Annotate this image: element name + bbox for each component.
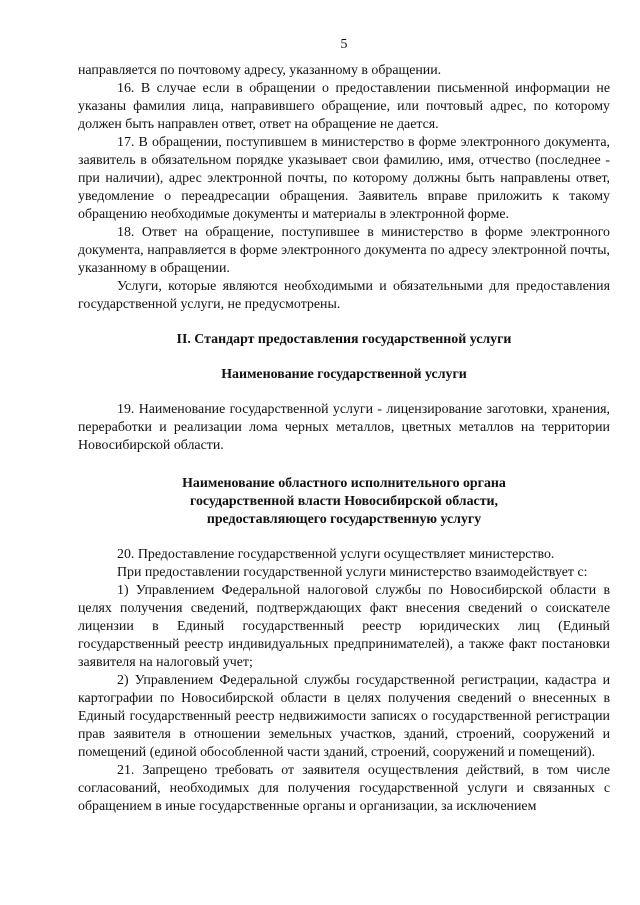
spacer (78, 349, 610, 366)
paragraph: направляется по почтовому адресу, указанному в обращении. (78, 63, 442, 78)
document-page (78, 36, 610, 816)
heading-line: предоставляющего государственную услугу (206, 512, 482, 527)
page-number: 5 (340, 37, 348, 52)
document-body (78, 62, 610, 816)
paragraph: 1) Управлением Федеральной налоговой службы по Новосибирской области в целях получения сведений, подтверждающих факт внесения сведений о соискателе лицензии в Единый государственный реестр юридических лиц (Единый государственный реестр индивидуальных предпринимателей), а также факт постановки заявителя на налоговый учет; (78, 583, 610, 670)
paragraph: 2) Управлением Федеральной службы государственной регистрации, кадастра и картографии по Новосибирской области в целях получения сведений о внесенных в Единый государственный реестр недвижимости записях о государственной регистрации прав заявителя в отношении земельных участков, зданий, строений, сооружений и помещений (единой обособленной части зданий, строений, сооружений и помещений). (78, 673, 610, 760)
spacer (78, 384, 610, 401)
section-heading (78, 475, 610, 529)
spacer (78, 314, 610, 331)
heading-line: Наименование областного исполнительного органа (182, 476, 506, 491)
heading-line: государственной власти Новосибирской области, (189, 494, 498, 509)
heading-line: II. Стандарт предоставления государственной услуги (176, 332, 512, 347)
paragraph: 16. В случае если в обращении о предоставлении письменной информации не указаны фамилия лица, направившего обращение, или почтовый адрес, по которому должен быть направлен ответ, ответ на обращение не дается. (78, 81, 610, 132)
paragraph: Услуги, которые являются необходимыми и обязательными для предоставления государственной услуги, не предусмотрены. (78, 279, 610, 312)
paragraph: При предоставлении государственной услуги министерство взаимодействует с: (117, 565, 588, 580)
paragraph: 19. Наименование государственной услуги - лицензирование заготовки, хранения, переработки и реализации лома черных металлов, цветных металлов на территории Новосибирской области. (78, 402, 610, 453)
section-heading (78, 331, 610, 349)
paragraph: 21. Запрещено требовать от заявителя осуществления действий, в том числе согласований, необходимых для получения государственной услуги и связанных с обращением в иные государственные органы и организации, за исключением (78, 763, 610, 814)
spacer (78, 529, 610, 546)
spacer (78, 455, 610, 475)
paragraph: 18. Ответ на обращение, поступившее в министерство в форме электронного документа, направляется в форме электронного документа по адресу электронной почты, указанному в обращении. (78, 225, 610, 276)
paragraph: 20. Предоставление государственной услуги осуществляет министерство. (117, 547, 555, 562)
paragraph: 17. В обращении, поступившем в министерство в форме электронного документа, заявитель в обязательном порядке указывает свои фамилию, имя, отчество (последнее - при наличии), адрес электронной почты, по которому должны быть направлены ответ, уведомление о переадресации обращения. Заявитель вправе приложить к такому обращению необходимые документы и материалы в электронной форме. (78, 135, 610, 222)
heading-line: Наименование государственной услуги (221, 367, 467, 382)
section-heading (78, 366, 610, 384)
